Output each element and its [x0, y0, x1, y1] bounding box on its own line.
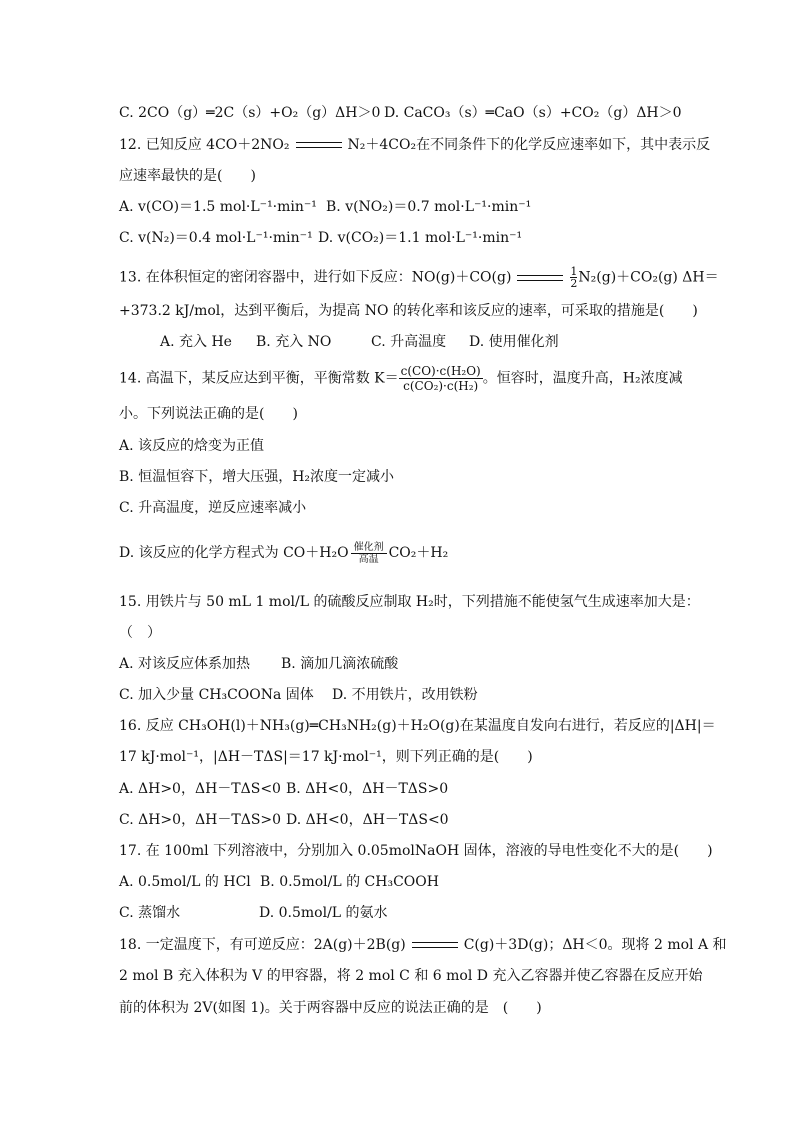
- q11-option-d: D. CaCO₃（s）═CaO（s）+CO₂（g）ΔH＞0: [384, 105, 682, 121]
- q14-option-d: D. 该反应的化学方程式为 CO＋H₂O 催化剂 高温 CO₂＋H₂: [119, 541, 449, 565]
- equilibrium-arrow-icon: [412, 941, 458, 949]
- q18-stem-line3: 前的体积为 2V(如图 1)。关于两容器中反应的说法正确的是 ( ): [119, 1000, 542, 1016]
- q17-option-c: C. 蒸馏水: [119, 905, 181, 921]
- q13-option-a: A. 充入 He: [160, 334, 232, 350]
- q17-option-d: D. 0.5mol/L 的氨水: [259, 905, 388, 921]
- reaction-condition: 催化剂 高温: [351, 542, 387, 565]
- q12-stem: [119, 136, 710, 154]
- q12-option-b: B. v(NO₂)＝0.7 mol·L⁻¹·min⁻¹: [326, 199, 532, 215]
- q13-stem-line2: +373.2 kJ/mol，达到平衡后，为提高 NO 的转化率和该反应的速率，可采取的措施是( ): [119, 303, 698, 319]
- q12-stem-part1: 12. 已知反应 4CO＋2NO₂: [119, 137, 290, 153]
- q13-option-d: D. 使用催化剂: [469, 334, 559, 350]
- q13-stem-part1: 13. 在体积恒定的密闭容器中，进行如下反应：NO(g)＋CO(g): [119, 269, 512, 286]
- q16-option-b: B. ΔH<0，ΔH－TΔS>0: [286, 781, 449, 797]
- q15-option-d: D. 不用铁片，改用铁粉: [332, 687, 478, 703]
- q17-option-b: B. 0.5mol/L 的 CH₃COOH: [260, 874, 439, 890]
- one-half-fraction: $\frac{1}{2}$: [570, 265, 578, 290]
- q13-option-c: C. 升高温度: [371, 334, 447, 350]
- q14-stem-line2: 小。下列说法正确的是( ): [119, 406, 298, 422]
- q12-stem-line2: 应速率最快的是( ): [119, 168, 256, 184]
- k-numerator: c(CO)·c(H₂O): [400, 364, 481, 378]
- q14-option-a: A. 该反应的焓变为正值: [119, 438, 265, 454]
- k-denominator: c(CO₂)·c(H₂): [403, 379, 479, 393]
- q12-option-d: D. v(CO₂)＝1.1 mol·L⁻¹·min⁻¹: [318, 230, 523, 246]
- q13-option-b: B. 充入 NO: [256, 334, 332, 350]
- equilibrium-constant-fraction: [399, 364, 483, 393]
- equilibrium-arrow-icon: [517, 274, 563, 282]
- q13-stem: [119, 266, 719, 289]
- q18-stem-line2: 2 mol B 充入体积为 V 的甲容器，将 2 mol C 和 6 mol D 充入乙容器并使乙容器在反应开始: [119, 968, 703, 984]
- q12-stem-part2: N₂＋4CO₂在不同条件下的化学反应速率如下，其中表示反: [347, 137, 711, 153]
- q14-option-c: C. 升高温度，逆反应速率减小: [119, 500, 307, 516]
- q15-option-a: A. 对该反应体系加热: [119, 656, 251, 672]
- q14-option-b: B. 恒温恒容下，增大压强，H₂浓度一定减小: [119, 469, 395, 485]
- q16-option-d: D. ΔH<0，ΔH－TΔS<0: [286, 812, 449, 828]
- q15-option-c: C. 加入少量 CH₃COONa 固体: [119, 687, 314, 703]
- q14-stem: [119, 364, 683, 393]
- q16-stem-line2: 17 kJ·mol⁻¹，|ΔH－TΔS|＝17 kJ·mol⁻¹，则下列正确的是( ): [119, 749, 533, 765]
- q18-stem-part2: C(g)＋3D(g)；ΔH＜0。现将 2 mol A 和: [463, 937, 727, 953]
- q17-option-a: A. 0.5mol/L 的 HCl: [119, 874, 251, 890]
- q12-option-a: A. v(CO)＝1.5 mol·L⁻¹·min⁻¹: [119, 199, 317, 215]
- q18-stem-part1: 18. 一定温度下，有可逆反应：2A(g)＋2B(g): [119, 937, 406, 953]
- q15-stem-line2: （ ）: [119, 625, 161, 641]
- q18-stem: [119, 936, 727, 954]
- q14-stem-part1: 14. 高温下，某反应达到平衡，平衡常数 K＝: [119, 370, 399, 387]
- q11-option-c: C. 2CO（g）═2C（s）+O₂（g）ΔH＞0: [119, 105, 381, 121]
- q16-option-c: C. ΔH>0，ΔH－TΔS>0: [119, 812, 282, 828]
- q16-option-a: A. ΔH>0，ΔH－TΔS<0: [119, 781, 281, 797]
- q14-stem-part2: 。恒容时，温度升高，H₂浓度减: [482, 370, 683, 387]
- q15-option-b: B. 滴加几滴浓硫酸: [281, 656, 399, 672]
- q13-stem-part2: N₂(g)＋CO₂(g) ΔH＝: [578, 269, 719, 286]
- q17-stem: 17. 在 100ml 下列溶液中，分别加入 0.05molNaOH 固体，溶液的导电性变化不大的是( ): [119, 843, 713, 859]
- equilibrium-arrow-icon: [296, 141, 342, 149]
- q15-stem: 15. 用铁片与 50 mL 1 mol/L 的硫酸反应制取 H₂时，下列措施不能使氢气生成速率加大是：: [119, 594, 700, 610]
- q12-option-c: C. v(N₂)＝0.4 mol·L⁻¹·min⁻¹: [119, 230, 313, 246]
- q16-stem: 16. 反应 CH₃OH(l)＋NH₃(g)═CH₃NH₂(g)＋H₂O(g)在某温度自发向右进行，若反应的|ΔH|＝: [119, 718, 716, 734]
